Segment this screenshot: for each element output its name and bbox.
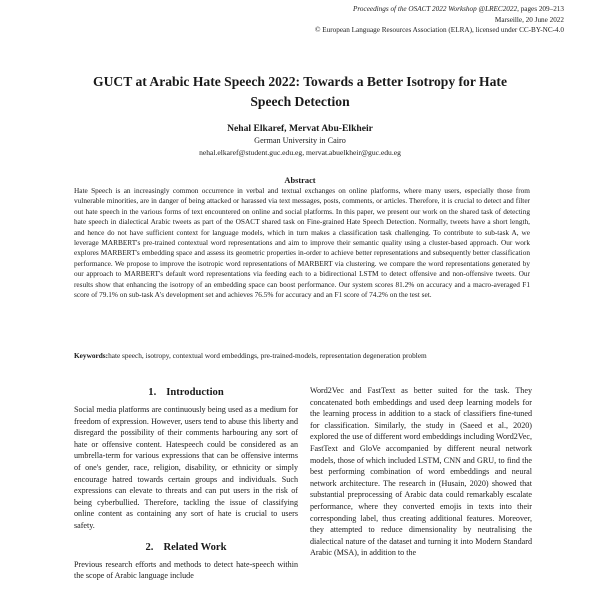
section-heading-introduction (74, 386, 298, 400)
section-number: 2. (145, 541, 154, 553)
introduction-text: Social media platforms are continuously being used as a medium for freedom of expression. However, users tend to abuse this liberty and disregard the possibility of their comments harbouring any sort of hate or offensive content. Hatespeech could be considered as an umbrella-term for various expressions that can be offensive interms of one's gender, race, religion, disability, or ethnicity or simply encourage hatred towards certain groups and individuals. Such expressions can elevate to threats and can put users in the risk of being cyberbullied. Therefore, tackling the issue of classifying online content as containing any sort of hate is crucial to users safety. (74, 405, 298, 530)
left-column (74, 386, 298, 582)
related-work-continued-text: Word2Vec and FastText as better suited for the task. They concatenated both embeddings and used deep learning models for the learning process in addition to a stack of classifiers fine-tuned for classification. Similarly, the study in (Saeed et al., 2020) explored the use of different word embeddings including Word2Vec, FastText and GloVe accompanied by different neural network models, those of which included LSTM, CNN and GRU, to find the best performing combination of word embeddings and neural network architecture. The research in (Husain, 2020) showed that substantial preprocessing of Arabic data could remarkably escalate performance, where they converted emojis in texts into their corresponding label, thus creating additional features. Moreover, they attempted to reduce dimensionality by neutralising the dialectical nature of the dataset and turning it into Modern Standard Arabic (MSA), in addition to the (310, 386, 532, 558)
section-heading-related-work (74, 541, 298, 555)
right-column (310, 385, 532, 559)
venue-line (144, 4, 564, 15)
abstract-heading: Abstract (284, 176, 316, 185)
title-line-2: Speech Detection (250, 94, 350, 109)
section-title: Related Work (163, 541, 227, 553)
related-work-text: Previous research efforts and methods to detect hate-speech within the scope of Arabic language include (74, 559, 298, 581)
keywords-text: hate speech, isotropy, contextual word embeddings, pre-trained-models, representation degeneration problem (108, 351, 427, 360)
keywords (74, 351, 530, 361)
license-line: © European Language Resources Association (ELRA), licensed under CC-BY-NC-4.0 (315, 26, 564, 34)
title-line-1: GUCT at Arabic Hate Speech 2022: Towards a Better Isotropy for Hate (93, 74, 507, 89)
section-title: Introduction (166, 387, 224, 398)
abstract-text: Hate Speech is an increasingly common occurrence in verbal and textual exchanges on online platforms, where many users, especially those from vulnerable minorities, are in danger of being attacked or harassed via text messages, posts, comments, or articles. Therefore, it is crucial to detect and filter out hate speech in the various forms of text encountered on online and social platforms. In this paper, we present our work on the shared task of detecting hate speech in dialectical Arabic tweets as part of the OSACT shared task on Fine-grained Hate Speech Detection. Normally, tweets have a short length, and hence do not have sufficient context for language models, which in turn makes a classification task challenging. To contribute to sub-task A, we leverage MARBERT's pre-trained contextual word representations and aim to improve their semantic quality using a cluster-based approach. Our work explores MARBERT's embedding space and assess its geometric properties in-order to achieve better representations and subsequently better classification performance. We propose to improve the isotropic word representations of MARBERT via clustering. we compare the word representations generated by our approach to MARBERT's default word representations via feeding each to a bidirectional LSTM to detect offensive and non-offensive tweets. Our results show that enhancing the isotropy of an embedding space can boost performance. Our system scores 81.2% on accuracy and a macro-averaged F1 score of 79.1% on sub-task A's development set and achieves 76.5% for accuracy and an F1 score of 74.2% on the test set. (74, 186, 530, 300)
keywords-label: Keywords: (74, 351, 109, 360)
location-date: Marseille, 20 June 2022 (494, 15, 564, 24)
author-affiliation: German University in Cairo (254, 136, 346, 145)
paper-title (40, 72, 560, 112)
author-emails: nehal.elkaref@student.guc.edu.eg, mervat.abuelkheir@guc.edu.eg (199, 148, 401, 157)
venue-name: Proceedings of the OSACT 2022 Workshop @LREC2022 (353, 5, 518, 13)
author-block (40, 123, 560, 159)
author-names: Nehal Elkaref, Mervat Abu-Elkheir (227, 123, 373, 134)
section-number: 1. (148, 387, 157, 398)
page-range: , pages 209–213 (517, 5, 564, 13)
page-header (144, 4, 564, 36)
